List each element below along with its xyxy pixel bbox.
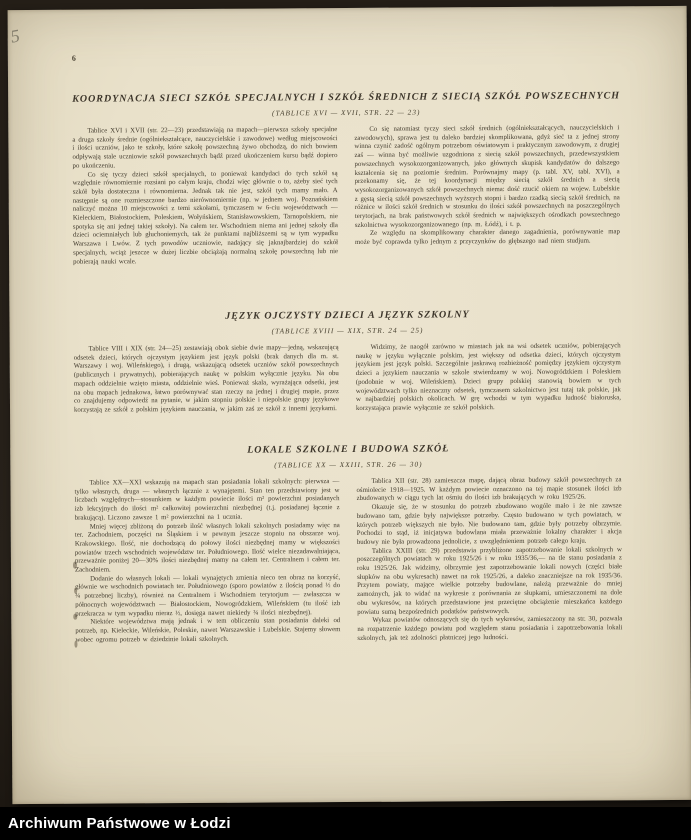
section-title: KOORDYNACJA SIECI SZKÓŁ SPECJALNYCH I SZKÓŁ ŚREDNICH Z SIECIĄ SZKÓŁ POWSZECHNYCH — [72, 90, 621, 105]
paragraph: Co się tyczy dzieci szkół specjalnych, to ponieważ kandydaci do tych szkół są względnie równomiernie rozsiani po całym kraju, chodzi więc głównie o to, ażeby sieć tych szkół była dostateczna i równomierna. Jednak tak nie jest, szkół tych mamy mało. A następnie są one rozmieszczone bardzo nierównomiernie (np. w jednem woj. Poznańskiem naliczyć można 10 miejscowości z temi szkołami, tymczasem w 6-ciu województwach — Kieleckiem, Białostockiem, Poleskiem, Wołyńskiem, Stanisławowskiem, Tarnopolskiem, nie spotyka się ani jednej takiej szkoły). Na całem ter. Wschodniem niema ani jednej szkoły dla dzieci ociemniałych lub głuchoniemych, tak że punktami najbliższemi są w tym wypadku Warszawa i Lwów. Z tych powodów uczniowie, nadający się jaknajbardziej do szkół specjalnych, wciąż jeszcze w dużej liczbie obciążają normalną szkołę powszechną lub nie pobierają nauki wcale. — [72, 169, 339, 266]
right-column — [356, 476, 622, 643]
paragraph: Okazuje się, że w stosunku do potrzeb zbudowano wogóle mało i że nie zawsze budowano tam, gdzie były największe potrzeby. Często budowano w tych powiatach, w których potrzeb większych nie było. Nie budowano tam, gdzie były potrzeby olbrzymie. Pochodzi to stąd, iż inicjatywa budowlana miała przeważnie lokalny charakter i akcja budowy nie była prowadzona jednolicie, z uwzględnieniem potrzeb całego kraju. — [356, 502, 622, 546]
paragraph: Tablica XXIII (str. 29) przedstawia przybliżone zapotrzebowanie lokali szkolnych w poszczególnych powiatach w roku 1925/26 i w roku 1935/36,— na tle stanu posiadania z roku 1925/26. Jak widzimy, olbrzymie jest zapotrzebowanie lokali nowych (części białe słupków na obu wykresach) nawet na rok 1925/26, a daleko znaczniejsze na rok 1935/36. Przytem powiaty, mające wielkie potrzeby budowlane, należą przeważnie do mniej zamożnych, jak to widać na wykresie z porównania ze słupkami, umieszczonemi na dole obu wykresów, na których przedstawione jest przeciętne obciążenie mieszkańca każdego powiatu sumą bezpośrednich podatków państwowych. — [356, 545, 623, 616]
paragraph: Mniej więcej zbliżoną do potrzeb ilość własnych lokali szkolnych posiadamy więc na ter. Zachodniem, poczęści na Śląskiem i w pewnym jeszcze stopniu na obszarze woj. Krakowskiego. Ilość, nie dochodzącą do połowy ilości niezbędnej mamy w większości powiatów trzech wschodnich województw ter. Południowego. Ilość wielce niezadawalniająca, przeważnie poniżej 20—30% ilości niezbędnej mamy na całem ter. Centralnem i całem ter. Zachodniem. — [74, 521, 340, 574]
handwritten-pencil-mark: 5 — [8, 25, 22, 47]
two-column-text — [74, 476, 623, 645]
left-column — [74, 344, 339, 415]
section-subtitle: (TABLICE XX — XXIII, STR. 26 — 30) — [274, 459, 423, 470]
paragraph: Co się natomiast tyczy sieci szkół średnich (ogólniekształcących, nauczycielskich i zawodowych), sprawa jest tu daleko bardziej skomplikowana, gdyż sieć ta z jednej strony winna czynić zadość ogólnym potrzebom oświatowym i praktycznym zawodowym, z drugiej zaś — winna być możliwie uzgodniona z siecią szkół powszechnych, przedewszystkiem powszechnych wysokozorganizowanych, jako głównych skupisk kandydatów do dalszego kształcenia się na poziomie średnim. Porównajmy mapy (p. tabl. XV, tabl. XVI), a przekonamy się, że tej koordynacji między siecią szkół średnich a siecią wysokozorganizowanych szkół powszechnych niema: dość rzucić okiem na wojew. Lubelskie z gęstą siecią szkół powszechnych wyższych stopni i bardzo rzadką siecią szkół średnich, na różnice w ilości szkół średnich w stosunku do ilości szkół powszechnych na poszczególnych terytorjach, na brak państwowych szkół średnich w największych ośrodkach powszechnego szkolnictwa wysokozorganizowanego (np. m. Łódź), i t. p. — [354, 124, 620, 229]
section-lokale-szkolne — [74, 442, 623, 645]
section-title: LOKALE SZKOLNE I BUDOWA SZKÓŁ — [247, 443, 450, 456]
paragraph: Widzimy, że naogół zarówno w miastach jak na wsi odsetek uczniów, pobierających naukę w języku wyłącznie polskim, jest większy od odsetka dzieci, których ojczystym językiem jest język polski. Szczególnie jaskrawą rozbieżność pomiędzy językiem ojczystym dzieci a językiem nauczania w szkole stwierdzamy w woj. Nowogródzkiem i Poleskiem (podobnie w woj. Wileńskiem). Dzieci grupy polskiej stanowią bowiem w tych województwach tylko nieznaczny odsetek, tymczasem szkolnictwo jest tutaj tak polskie, jak w najbardziej polskich okolicach. W grę wchodzi w tym wypadku ludność białoruska, korzystająca prawie wyłącznie ze szkół polskich. — [355, 342, 621, 412]
paragraph: Tablice VIII i XIX (str. 24—25) zestawiają obok siebie dwie mapy—jedną, wskazującą odsetek dzieci, których ojczystym językiem jest język polski (brak danych dla m. st. Warszawy i woj. Wileńskiego), i drugą, wskazującą odsetek uczniów szkół powszechnych (publicznych i prywatnych), pobierających naukę w polskim wyłącznie języku. Na obu mapach oddzielnie wzięto miasta, oddzielnie wieś. Ponieważ skala, wyrażająca odsetki, jest na obu mapach jednakowa, łatwo porównywać stan rzeczy na jednej i drugiej mapie, przez co znajdujemy odpowiedź na pytanie, w jakim stopniu polskie i niepolskie grupy językowe korzystają ze szkół z polskim językiem nauczania, w jakim zaś ze szkół z innemi językami. — [73, 344, 339, 414]
right-column — [356, 342, 621, 413]
page-content — [72, 90, 624, 753]
right-column — [354, 124, 620, 265]
paragraph: Tablice XX—XXI wskazują na mapach stan posiadania lokali szkolnych: pierwsza — tylko własnych, druga — własnych łącznie z wynajętemi. Stan ten przedstawiony jest w liczbach względnych—stosunkiem w każdym powiecie ilości m² powierzchni posiadanych izb lekcyjnych do ilości m² całkowitej powierzchni niezbędnej (t.j. posiadanej łącznie z brakującą). Liczono zawsze 1 m² powierzchni na 1 ucznia. — [74, 478, 340, 522]
paragraph: Niektóre województwa mają jednak i w tem obliczeniu stan posiadania daleki od potrzeb, np. Kieleckie, Wileńskie, Poleskie, nawet Warszawskie i Lubelskie. Stajemy słowem wobec ogromu potrzeb w dziedzinie lokali szkolnych. — [75, 617, 341, 644]
archive-name-label: Archiwum Państwowe w Łodzi — [8, 815, 231, 832]
archive-watermark-bar — [0, 807, 691, 840]
paragraph: Wykaz powiatów odnoszących się do tych wykresów, zamieszczony na str. 30, pozwala na rozpatrzenie każdego powiatu pod względem stanu posiadania i zapotrzebowania lokali szkolnych, jak też zdolności płatniczej jego ludności. — [357, 615, 623, 642]
document-page — [8, 6, 691, 804]
section-koordynacja — [72, 90, 621, 267]
left-column — [74, 478, 340, 645]
paragraph: Ze względu na skomplikowany charakter danego zagadnienia, porównywanie map może być coprawda tylko jednym z przyczynków do głębszego nad niem studjum. — [354, 228, 620, 247]
two-column-text — [72, 124, 621, 267]
page-number: 6 — [71, 53, 77, 63]
left-column — [72, 126, 338, 267]
section-title: JĘZYK OJCZYSTY DZIECI A JĘZYK SZKOLNY — [225, 309, 470, 322]
paragraph: Tablica XII (str. 28) zamieszcza mapę, dającą obraz budowy szkół powszechnych za ośmiolecie 1918—1925. W każdym powiecie oznaczono na tej mapie stosunek ilości izb zbudowanych w ciągu tych lat ośmiu do ilości izb brakujących w roku 1925/26. — [356, 476, 622, 503]
paragraph: Dodanie do własnych lokali — lokali wynajętych zmienia nieco ten obraz na korzyść, głównie we wschodnich powiatach ter. Południowego (sporo powiatów z ilością ponad ½ do ¾ potrzebnej liczby), również na Centralnem i Wschodniem terytorjum — zwłaszcza w północnych województwach — Białostockiem, Nowogródzkiem, Wileńskiem (tu ilość izb przekracza w tym wypadku nieraz ½, dosięga nawet niekiedy ¾ ilości niezbędnej). — [75, 573, 341, 618]
paragraph: Tablice XVI i XVII (str. 22—23) przedstawiają na mapach—pierwsza szkoły specjalne a druga szkoły średnie (ogólniekształcące, nauczycielskie i zawodowe) według miejscowości i ilości uczniów, jako te szkoły, które szkołę powszechną żywo obchodzą, do nich bowiem odpływają stale uczniowie szkół powszechnych bądź przed ukończeniem kursu bądź dopiero po ukończeniu. — [72, 126, 338, 170]
section-subtitle: (TABLICE XVIII — XIX, STR. 24 — 25) — [271, 325, 424, 336]
section-jezyk-ojczysty — [73, 308, 622, 415]
two-column-text — [74, 342, 622, 415]
section-subtitle: (TABLICE XVI — XVII, STR. 22 — 23) — [271, 107, 421, 118]
